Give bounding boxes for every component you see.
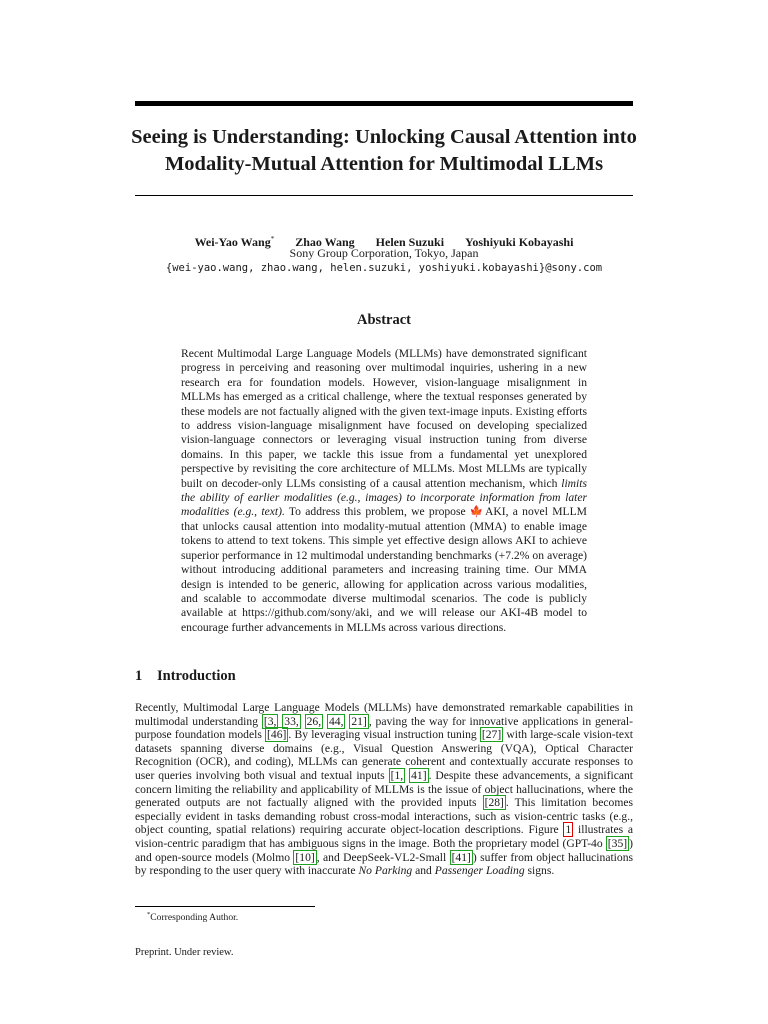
section-title: Introduction <box>157 668 236 684</box>
preprint-note: Preprint. Under review. <box>135 947 234 958</box>
citation-link[interactable]: [3, <box>263 714 277 728</box>
citation-link[interactable]: 33, <box>284 714 299 728</box>
citation-link[interactable]: [1, <box>390 768 404 782</box>
footnote: *Corresponding Author. <box>147 911 239 924</box>
author: Wei-Yao Wang* <box>194 235 275 249</box>
section-heading <box>135 667 633 685</box>
citation-link[interactable]: [35] <box>607 836 628 850</box>
figure-link[interactable]: 1 <box>565 823 572 837</box>
author: Yoshiyuki Kobayashi <box>465 235 574 249</box>
paper-title: Seeing is Understanding: Unlocking Causal Attention into Modality-Mutual Attention for Multimodal LLMs <box>131 126 637 175</box>
citation-link[interactable]: 44, <box>328 714 344 728</box>
abstract-heading: Abstract <box>357 312 411 328</box>
citation-link[interactable]: [46] <box>267 728 287 742</box>
author-emails: {wei-yao.wang, zhao.wang, helen.suzuki, yoshiyuki.kobayashi}@sony.com <box>165 262 603 274</box>
citation-link[interactable]: [41] <box>451 850 471 864</box>
title-rule <box>135 195 633 196</box>
maple-leaf-icon: 🍁 <box>469 506 485 519</box>
citation-link[interactable]: [27] <box>481 728 502 742</box>
citation-link[interactable]: 21] <box>351 714 367 728</box>
affiliation: Sony Group Corporation, Tokyo, Japan <box>289 246 479 260</box>
citation-link[interactable]: [10] <box>295 850 315 864</box>
top-rule <box>135 101 633 106</box>
citation-link[interactable]: 41] <box>411 768 427 782</box>
introduction-text: Recently, Multimodal Large Language Models (MLLMs) have demonstrated remarkable capabilities in multimodal understanding [3, 33, 26, 44, 21] , paving the way for innovative applications in general-purpose foundation models [46] . By leveraging visual instruction tuning [27] with large-scale vision-text datasets spanning diverse domains (e.g., Visual Question Answering (VQA), Optical Character Recognition (OCR), and coding), MLLMs can generate coherent and contextually accurate responses to user queries involving both visual and textual inputs [1, 41] . Despite these advancements, a significant concern limiting the reliability and applicability of MLLMs is the issue of object hallucinations, where the generated outputs are not factually aligned with the provided inputs [28] . This limitation becomes especially evident in tasks demanding robust cross-modal interactions, such as vision-centric tasks (e.g., object counting, spatial relations) requiring accurate object-location descriptions. Figure 1 illustrates a vision-centric paradigm that has ambiguous signs in the image. Both the proprietary model (GPT-4o [35] ) and open-source models (Molmo [10] , and DeepSeek-VL2-Small [41] ) suffer from object hallucinations by responding to the user query with inaccurate No Parking and Passenger Loading signs. <box>135 701 634 878</box>
footnote-rule <box>135 906 315 907</box>
citation-link[interactable]: 26, <box>306 714 322 728</box>
citation-link[interactable]: [28] <box>484 796 504 810</box>
author: Zhao Wang <box>295 235 355 249</box>
abstract-text: Recent Multimodal Large Language Models (MLLMs) have demonstrated significant progress in perceiving and reasoning over multimodal inquiries, ushering in a new research era for foundation models. However, vision-language misalignment in MLLMs has emerged as a critical challenge, where the textual responses generated by these models are not factually aligned with the given text-image inputs. Existing efforts to address vision-language misalignment have focused on developing specialized vision-language connectors or leveraging visual instruction tuning from diverse domains. In this paper, we tackle this issue from a fundamental yet unexplored perspective by revisiting the core architecture of MLLMs. Most MLLMs are typically built on decoder-only LLMs consisting of a causal attention mechanism, which limits the ability of earlier modalities (e.g., images) to incorporate information from later modalities (e.g., text). To address this problem, we propose 🍁AKI, a novel MLLM that unlocks causal attention into modality-mutual attention (MMA) to enable image tokens to attend to text tokens. This simple yet effective design allows AKI to achieve superior performance in 12 multimodal understanding benchmarks (+7.2% on average) without introducing additional parameters and increasing training time. Our MMA design is intended to be generic, allowing for application across various modalities, and scalable to accommodate diverse multimodal scenarios. The code is publicly available at https://github.com/sony/aki, and we will release our AKI-4B model to encourage further advancements in MLLMs across various directions. <box>181 347 587 634</box>
author: Helen Suzuki <box>375 235 445 249</box>
section-number: 1 <box>135 668 143 684</box>
